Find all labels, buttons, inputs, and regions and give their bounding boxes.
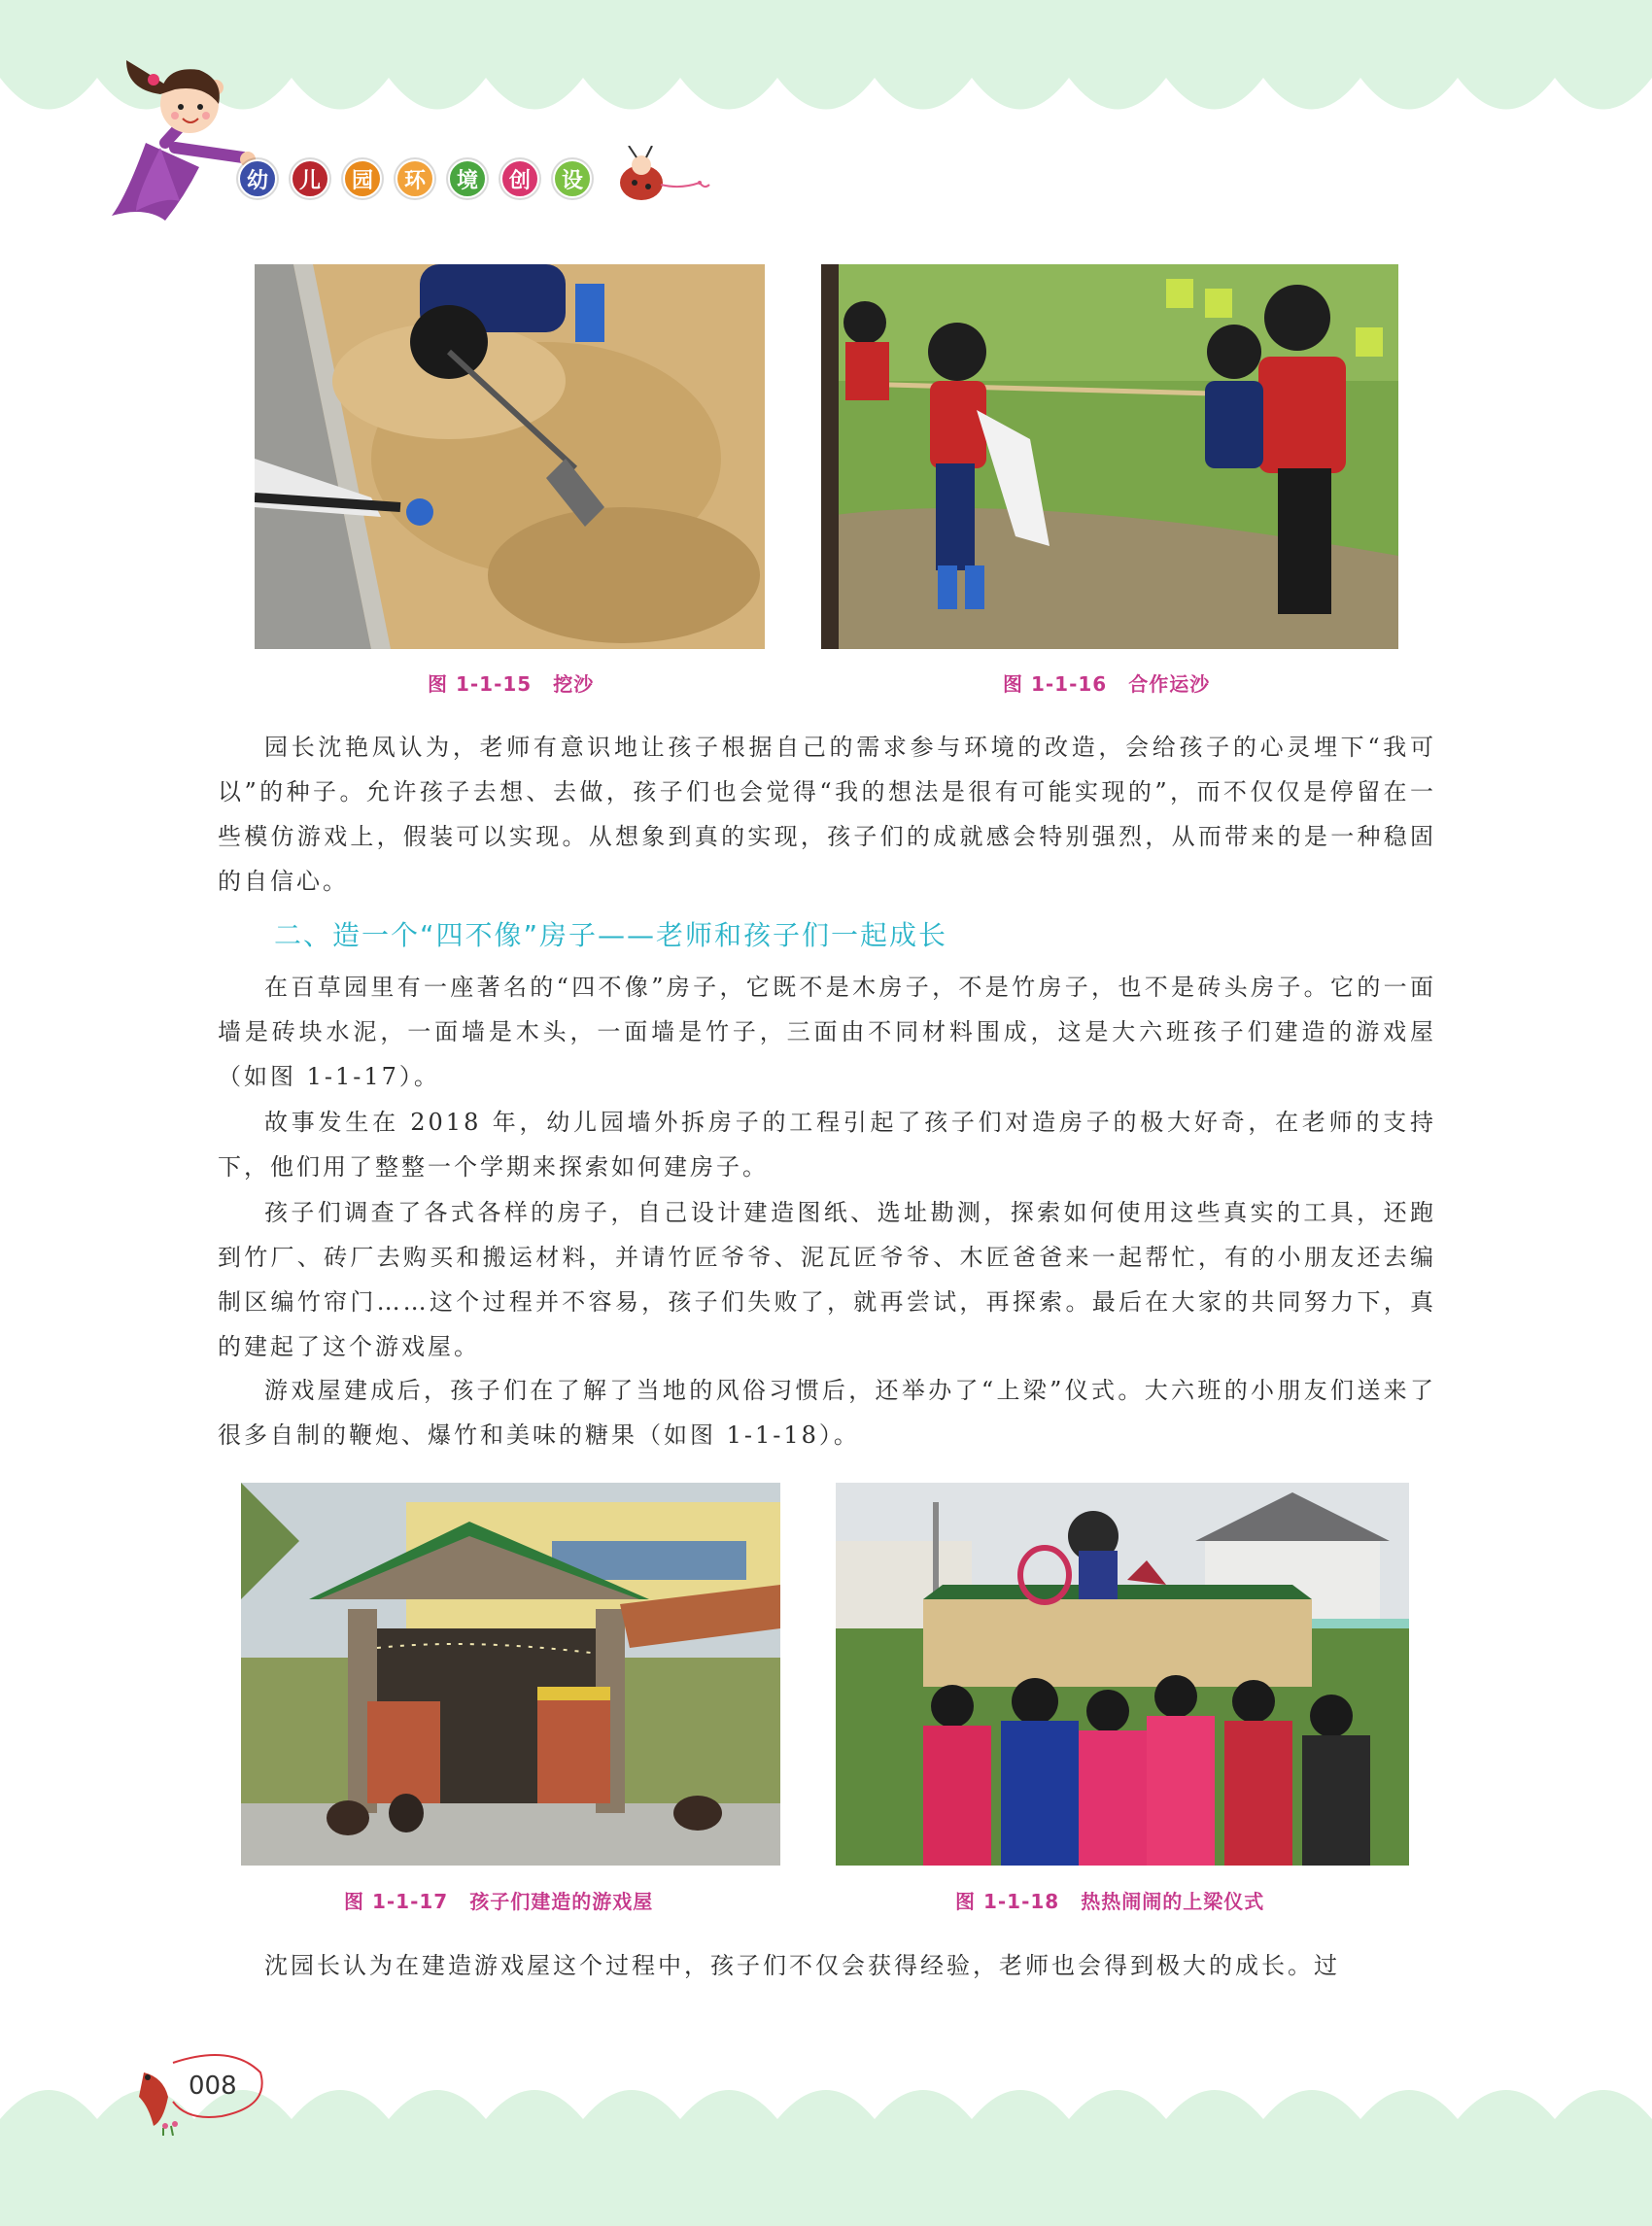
title-char-6: 设 [553, 159, 592, 198]
figure-number: 图 1-1-18 [955, 1890, 1060, 1913]
photo-beam-raising-ceremony [836, 1483, 1409, 1866]
figure-caption-1-1-18 [955, 1886, 1264, 1914]
paragraph-3: 故事发生在 2018 年，幼儿园墙外拆房子的工程引起了孩子们对造房子的极大好奇，在老师的支持下，他们用了整整一个学期来探索如何建房子。 [218, 1109, 1436, 1181]
figure-number: 图 1-1-16 [1003, 672, 1108, 696]
photo-digging-sand [255, 264, 765, 649]
title-char-1: 儿 [291, 159, 329, 198]
figure-title: 孩子们建造的游戏屋 [469, 1890, 654, 1913]
figure-caption-1-1-17 [344, 1886, 653, 1914]
photo-playhouse [241, 1483, 780, 1866]
paragraph-4: 孩子们调查了各式各样的房子，自己设计建造图纸、选址勘测，探索如何使用这些真实的工具，还跑到竹厂、砖厂去购买和搬运材料，并请竹匠爷爷、泥瓦匠爷爷、木匠爸爸来一起帮忙，有的小朋友还去编制区编竹帘门……这个过程并不容易，孩子们失败了，就再尝试，再探索。最后在大家的共同努力下，真的建起了这个游戏屋。 [218, 1199, 1436, 1360]
title-char-3: 环 [396, 159, 434, 198]
figure-number: 图 1-1-15 [428, 672, 533, 696]
section-heading: 二、造一个“四不像”房子——老师和孩子们一起成长 [274, 919, 948, 951]
paragraph-2: 在百草园里有一座著名的“四不像”房子，它既不是木房子，不是竹房子，也不是砖头房子。它的一面墙是砖块水泥，一面墙是木头，一面墙是竹子，三面由不同材料围成，这是大六班孩子们建造的游戏屋（如图 1-1-17）。 [218, 974, 1436, 1090]
page-number: 008 [189, 2072, 237, 2101]
figure-title: 合作运沙 [1128, 672, 1211, 696]
paragraph-6: 沈园长认为在建造游戏屋这个过程中，孩子们不仅会获得经验，老师也会得到极大的成长。过 [264, 1952, 1340, 1979]
girl-mascot-illustration [107, 51, 262, 230]
title-char-0: 幼 [238, 159, 277, 198]
figure-caption-1-1-15 [428, 668, 594, 697]
page-number-badge [134, 2048, 270, 2136]
photo-carrying-sand-together [821, 264, 1398, 649]
ladybug-illustration [607, 146, 714, 214]
paragraph-1: 园长沈艳凤认为，老师有意识地让孩子根据自己的需求参与环境的改造，会给孩子的心灵埋下“我可以”的种子。允许孩子去想、去做，孩子们也会觉得“我的想法是很有可能实现的”，而不仅仅是停留在一些模仿游戏上，假装可以实现。从想象到真的实现，孩子们的成就感会特别强烈，从而带来的是一种稳固的自信心。 [218, 734, 1436, 895]
series-title [238, 159, 592, 198]
figure-title: 挖沙 [553, 672, 595, 696]
title-char-5: 创 [500, 159, 539, 198]
figure-caption-1-1-16 [1003, 668, 1210, 697]
title-char-4: 境 [448, 159, 487, 198]
figure-number: 图 1-1-17 [344, 1890, 449, 1913]
title-char-2: 园 [343, 159, 382, 198]
paragraph-5: 游戏屋建成后，孩子们在了解了当地的风俗习惯后，还举办了“上梁”仪式。大六班的小朋友们送来了很多自制的鞭炮、爆竹和美味的糖果（如图 1-1-18）。 [218, 1377, 1436, 1449]
figure-title: 热热闹闹的上梁仪式 [1081, 1890, 1265, 1913]
